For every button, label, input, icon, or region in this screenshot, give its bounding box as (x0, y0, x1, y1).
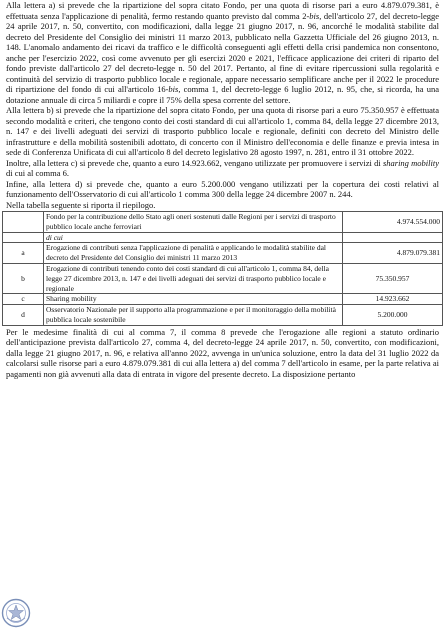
table-row (3, 305, 443, 326)
paragraph-letter-b: Alla lettera b) si prevede che la ripartizione del sopra citato Fondo, per una quota di risorse pari a euro 75.350.957 è effettuata secondo modalità e criteri, che tengono conto dei costi standard di cui all'articolo 1, comma 84, della legge 27 dicembre 2013, n. 147 e dei livelli adeguati dei servizi di trasporto pubblico locale e regionale, definiti con decreto del Ministro delle infrastrutture e della mobilità sostenibili adottato, di concerto con il Ministro dell'economia e delle finanze e previa intesa in sede di Conferenza Unificata di cui all'articolo 8 del decreto legislativo 28 agosto 1997, n. 281, entro il 31 ottobre 2022. (6, 105, 439, 157)
table-row-di-cui (3, 232, 443, 243)
table-cell-label: b (3, 263, 44, 293)
table-cell-label: c (3, 294, 44, 305)
table-cell-description: Erogazione di contributi senza l'applicazione di penalità e applicando le modalità stabilite dal decreto del Presidente del Consiglio dei ministri 11 marzo 2013 (44, 243, 343, 264)
paragraph-table-intro: Nella tabella seguente si riporta il riepilogo. (6, 199, 156, 210)
table-cell-fund-amount: 4.974.554.000 (343, 212, 443, 233)
table-cell-amount: 75.350.957 (343, 263, 443, 293)
table-cell-label: d (3, 305, 44, 326)
italian-republic-emblem-icon (1, 598, 31, 628)
paragraph-letter-c: Inoltre, alla lettera c) si prevede che, quanto a euro 14.923.662, vengano utilizzate per promuovere i servizi di sharing mobility di cui al comma 6. (6, 157, 439, 178)
table-cell-label: a (3, 243, 44, 264)
table-cell-label (3, 212, 44, 233)
table-row (3, 294, 443, 305)
table-row-fund (3, 212, 443, 233)
table-cell-description: Sharing mobility (44, 294, 343, 305)
table-cell-di-cui: di cui (44, 232, 343, 243)
table-cell-amount: 4.879.079.381 (343, 243, 443, 264)
table-cell-description: Erogazione di contributi tenendo conto dei costi standard di cui all'articolo 1, comma 84, della legge 27 dicembre 2013, n. 147 e dei livelli adeguati dei servizi di trasporto pubblico locale e regionale (44, 263, 343, 293)
paragraph-letter-a: Alla lettera a) si prevede che la ripartizione del sopra citato Fondo, per una quota di risorse pari a euro 4.879.079.381, è effettuata senza l'applicazione di penalità, fermo restando quanto previsto dal comma 2-bis, dell'articolo 27, del decreto-legge 24 aprile 2017, n. 50, convertito, con modificazioni, dalla legge 21 giugno 2017, n. 96, ancorché le modalità stabilite dal decreto del Presidente del Consiglio dei ministri 11 marzo 2013, pubblicato nella Gazzetta Ufficiale del 26 giugno 2013, n. 148. L'anomalo andamento dei ricavi da traffico e le difficoltà conseguenti agli effetti della crisi pandemica non consentono, anche per l'esercizio 2022, così come avvenuto per gli esercizi 2020 e 2021, l'efficace applicazione dei criteri di riparto del fondo previste dall'articolo 27 del decreto-legge n. 50 del 2017. Pertanto, al fine di evitare ripercussioni sulla regolarità e continuità del servizio di trasporto pubblico locale e regionale, appare necessario semplificare anche per il 2022 le procedure di ripartizione del fondo di cui all'articolo 16-bis, comma 1, del decreto-legge 6 luglio 2012, n. 95, che, si ricorda, ha una dotazione annuale di circa 5 miliardi e copre il 75% della spesa corrente del settore. (6, 0, 439, 105)
table-cell-amount: 5.200.000 (343, 305, 443, 326)
table-cell-amount: 14.923.662 (343, 294, 443, 305)
paragraph-comma-8: Per le medesime finalità di cui al comma 7, il comma 8 prevede che l'erogazione alle regioni a statuto ordinario dell'anticipazione prevista dall'articolo 27, comma 4, del decreto-legge 24 aprile 2017, n. 50, convertito, con modificazioni, dalla legge 21 giugno 2017, n. 96, e relativa all'anno 2022, avvenga in un'unica soluzione, entro la data del 31 luglio 2022 da calcolarsi sulle risorse pari a euro 4.879.079.381 di cui alla lettera a) del comma 7 dell'articolo in esame, per la parte relativa ai pagamenti non già avvenuti alla data di entrata in vigore del presente decreto. La disposizione pertanto (6, 326, 439, 379)
summary-table (2, 211, 443, 326)
table-row (3, 243, 443, 264)
document-page (6, 0, 439, 379)
paragraph-letter-d: Infine, alla lettera d) si prevede che, quanto a euro 5.200.000 vengano utilizzati per la copertura dei costi relativi al funzionamento dell'Osservatorio di cui all'articolo 1 comma 300 della legge 24 dicembre 2007 n. 244. (6, 178, 439, 199)
table-cell-description: Osservatorio Nazionale per il supporto alla programmazione e per il monitoraggio della mobilità pubblica locale sostenibile (44, 305, 343, 326)
table-row (3, 263, 443, 293)
table-cell-fund-description: Fondo per la contribuzione dello Stato agli oneri sostenuti dalle Regioni per i servizi di trasporto pubblico locale anche ferroviari (44, 212, 343, 233)
